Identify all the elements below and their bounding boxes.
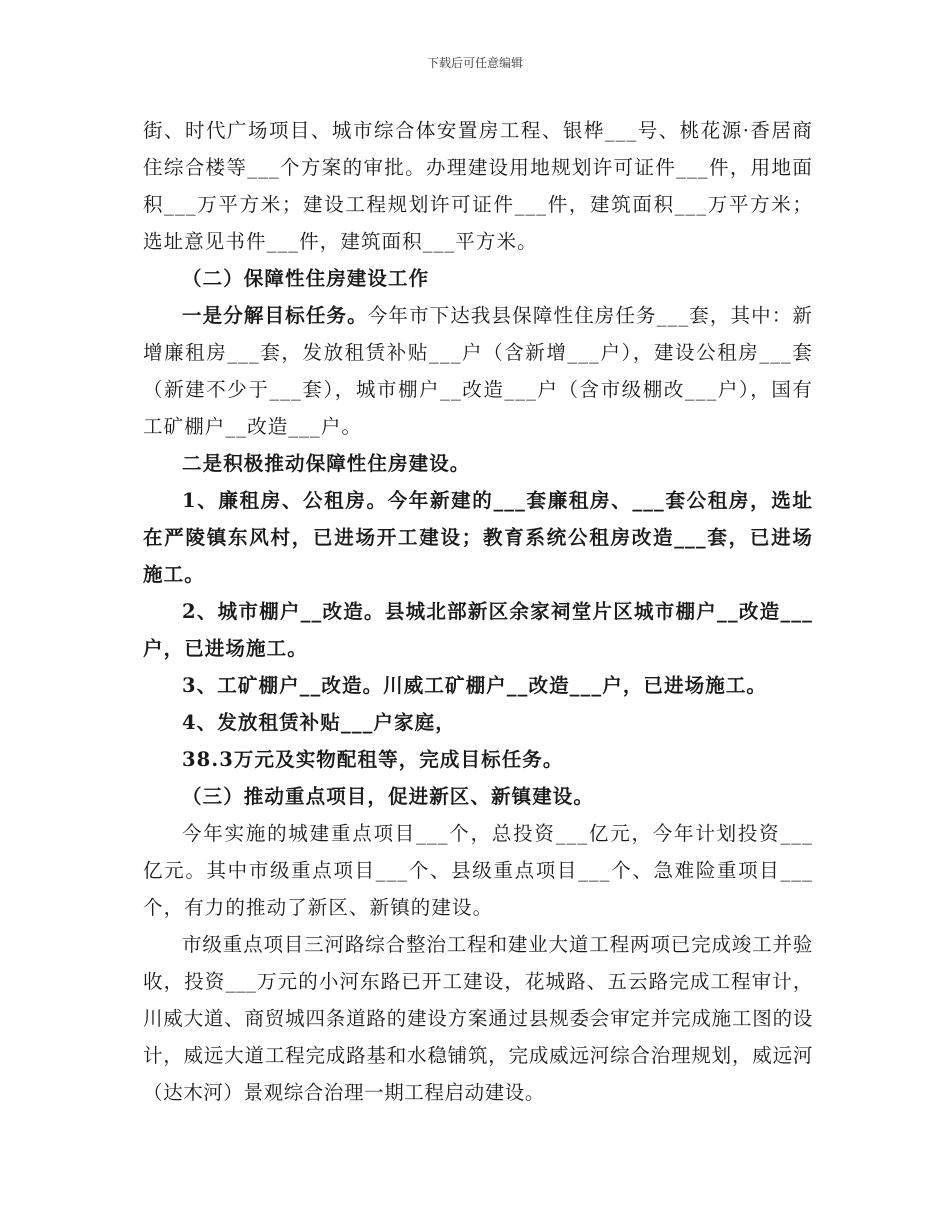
subheading-promote-housing: 二是积极推动保障性住房建设。 xyxy=(182,452,471,475)
section-heading-housing: （二）保障性住房建设工作 xyxy=(182,267,430,290)
item-urban-shantytown: 2、城市棚户__改造。县城北部新区余家祠堂片区城市棚户__改造___户，已进场施工。 xyxy=(143,600,813,660)
page-header: 下载后可任意编辑 xyxy=(426,56,523,70)
paragraph-targets-text: 今年市下达我县保障性住房任务___套，其中：新增廉租房___套，发放租赁补贴___户（含新增___户），建设公租房___套（新建不少于___套），城市棚户__改造___户（含市级棚改___户），国有工矿棚户__改造___户。 xyxy=(143,304,813,438)
item-rental-housing: 1、廉租房、公租房。今年新建的___套廉租房、___套公租房，选址在严陵镇东风村，已进场开工建设；教育系统公租房改造___套，已进场施工。 xyxy=(143,489,813,586)
paragraph-lead: 一是分解目标任务。 xyxy=(182,304,368,327)
document-body xyxy=(143,112,813,1111)
item-rental-subsidy-amount: 38.3万元及实物配租等，完成目标任务。 xyxy=(182,748,564,771)
paragraph-approvals: 街、时代广场项目、城市综合体安置房工程、银桦___号、桃花源·香居商住综合楼等___个方案的审批。办理建设用地规划许可证件___件，用地面积___万平方米；建设工程规划许可证件___件，建筑面积___万平方米；选址意见书件___件，建筑面积___平方米。 xyxy=(143,119,813,253)
item-mining-shantytown: 3、工矿棚户__改造。川威工矿棚户__改造___户，已进场施工。 xyxy=(182,674,768,697)
section-heading-key-projects: （三）推动重点项目，促进新区、新镇建设。 xyxy=(182,785,595,808)
paragraph-targets xyxy=(143,297,813,445)
paragraph-city-projects: 市级重点项目三河路综合整治工程和建业大道工程两项已完成竣工并验收，投资___万元的小河东路已开工建设，花城路、五云路完成工程审计，川威大道、商贸城四条道路的建设方案通过县规委会审定并完成施工图的设计，威远大道工程完成路基和水稳铺筑，完成威远河综合治理规划，威远河（达木河）景观综合治理一期工程启动建设。 xyxy=(143,933,813,1104)
item-rental-subsidy: 4、发放租赁补贴___户家庭， xyxy=(182,711,456,734)
paragraph-key-projects: 今年实施的城建重点项目___个，总投资___亿元，今年计划投资___亿元。其中市级重点项目___个、县级重点项目___个、急难险重项目___个，有力的推动了新区、新镇的建设。 xyxy=(143,822,813,919)
